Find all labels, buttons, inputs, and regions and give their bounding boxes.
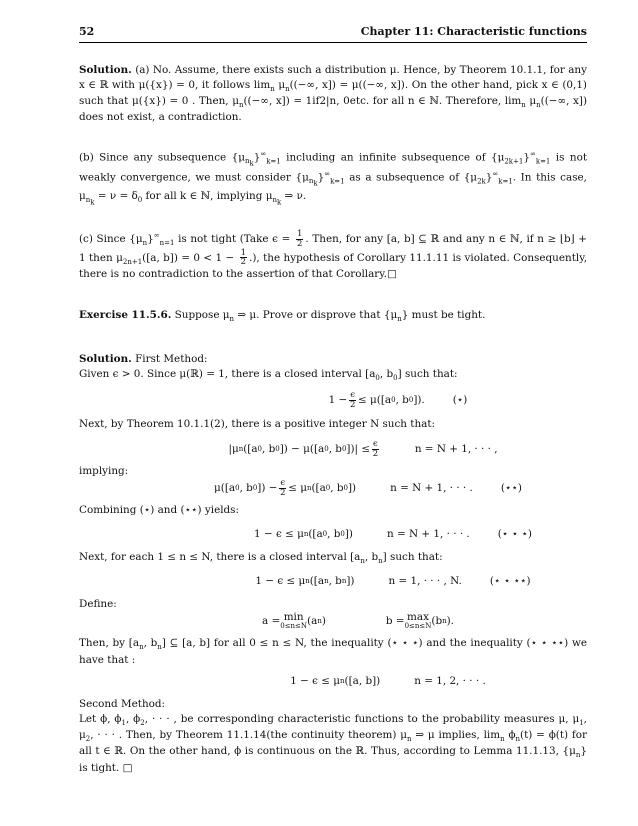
equation-quad-star: 1 − ϵ ≤ μ n ([a n , b n ]) n = 1, · · · , N. (⋆ ⋆ ⋆⋆): [255, 574, 531, 587]
solution-a: Solution. (a) No. Assume, there exists such a distribution μ. Hence, by Theorem 10.1.1, for any x ∈ ℝ with μ({x}) = 0, it follows $\lim_n \mu_n((-\infty$, x]) = μ((−∞, x]). On the other hand, pick x ∈ (0,1) such that μ({x}) = 0 . Then, $\mu_n((-\infty$, x]) = 1if2|n, 0etc. for all n ∈ ℕ. Therefore, $\lim_n \mu_n((-\infty$, x]) does not exist, a contradiction.: [79, 63, 587, 124]
solution-label: Solution.: [79, 63, 132, 76]
page: [79, 24, 587, 776]
solution-label: Solution.: [79, 353, 132, 366]
equation-bound: |μ n ([a 0 , b 0 ]) − μ([a 0 , b 0 ])| ≤ $\frac{\epsilon}{2}$ n = N + 1, · · · ,: [228, 439, 498, 459]
text-combining: Combining (⋆) and (⋆⋆) yields:: [79, 504, 240, 517]
text-define: Define:: [79, 597, 117, 610]
text-interval: Next, for each 1 ≤ n ≤ N, there is a closed interval [$a_n$, $b_n$] such that:: [79, 550, 443, 565]
equation-min-max: a = min 0≤n≤N (a n ) b = max 0≤n≤N (b n ).: [262, 611, 454, 631]
equation-tag: (⋆): [452, 393, 468, 406]
equation-star: 1 − $\frac{\epsilon}{2}$ ≤ μ([a 0 , b 0 ]). (⋆): [328, 390, 468, 410]
solution-b: (b) Since any subsequence $\{\mu_{n_k}\}^\infty_{k=1}$ including an infinite subsequence of $\{\mu_{2k+1}\}^\infty_{k=1}$ is not weakly convergence, we must consider $\{\mu_{n_k}\}^\infty_{k=1}$ as a subsequence of $\{\mu_{2k}\}^\infty_{k=1}$. In this case, $\mu_{n_k} = \nu = \delta_0$ for all k ∈ ℕ, implying $\mu_{n_k}$ ⇒ ν.: [79, 149, 587, 207]
equation-final: 1 − ϵ ≤ μ n ([a, b]) n = 1, 2, · · · .: [290, 674, 486, 687]
text-conclusion: Then, by [$a_n$, $b_n$] ⊆ [a, b] for all 0 ≤ n ≤ N, the inequality (⋆ ⋆ ⋆) and the inequality (⋆ ⋆ ⋆⋆) we have that :: [79, 637, 587, 666]
equation-triple-star: 1 − ϵ ≤ μ n ([a 0 , b 0 ]) n = N + 1, · · · . (⋆ ⋆ ⋆): [254, 527, 532, 540]
solution-2-intro: Solution. First Method: Given ϵ > 0. Since μ(ℝ) = 1, there is a closed interval [$a_0$, $b_0$] such that:: [79, 353, 458, 383]
page-header: [79, 24, 587, 43]
text-theorem: Next, by Theorem 10.1.1(2), there is a positive integer N such that:: [79, 418, 436, 431]
page-number: 52: [79, 25, 95, 38]
equation-double-star: μ([a 0 , b 0 ]) − $\frac{\epsilon}{2}$ ≤ μ n ([a 0 , b 0 ]) n = N + 1, · · · . (⋆⋆): [214, 478, 522, 498]
solution-c: (c) Since $\{\mu_n\}^\infty_{n=1}$ is not tight (Take ϵ = $\frac{1}{2}$ . Then, for any [a, b] ⊆ ℝ and any n ∈ ℕ, if n ≥ ⌊b⌋ + 1 then $\mu_{2n+1}([a$, b]) = 0 < 1 − $\frac{1}{2}$ .), the hypothesis of Corollary 11.1.11 is violated. Consequently, there is no contradiction to the assertion of that Corollary.□: [79, 229, 588, 280]
second-method: Second Method: Let ϕ, $\phi_1$, $\phi_2$, · · · , be corresponding characteristic functions to the probability measures μ, $\mu_1$, $\mu_2$, · · · . Then, by Theorem 11.1.14(the continuity theorem) $\mu_n$ ⇒ μ implies, $\lim_n \phi_n(t) = \phi(t)$ for all t ∈ ℝ. On the other hand, ϕ is continuous on the ℝ. Thus, according to Lemma 11.1.13, $\{\mu_n\}$ is tight. □: [79, 697, 587, 774]
exercise-label: Exercise 11.5.6.: [79, 308, 172, 321]
chapter-title: Chapter 11: Characteristic functions: [360, 25, 587, 38]
exercise-statement: Exercise 11.5.6. Suppose $\mu_n$ ⇒ μ. Prove or disprove that $\{\mu_n\}$ must be tight.: [79, 308, 486, 323]
text-implying: implying:: [79, 465, 129, 478]
